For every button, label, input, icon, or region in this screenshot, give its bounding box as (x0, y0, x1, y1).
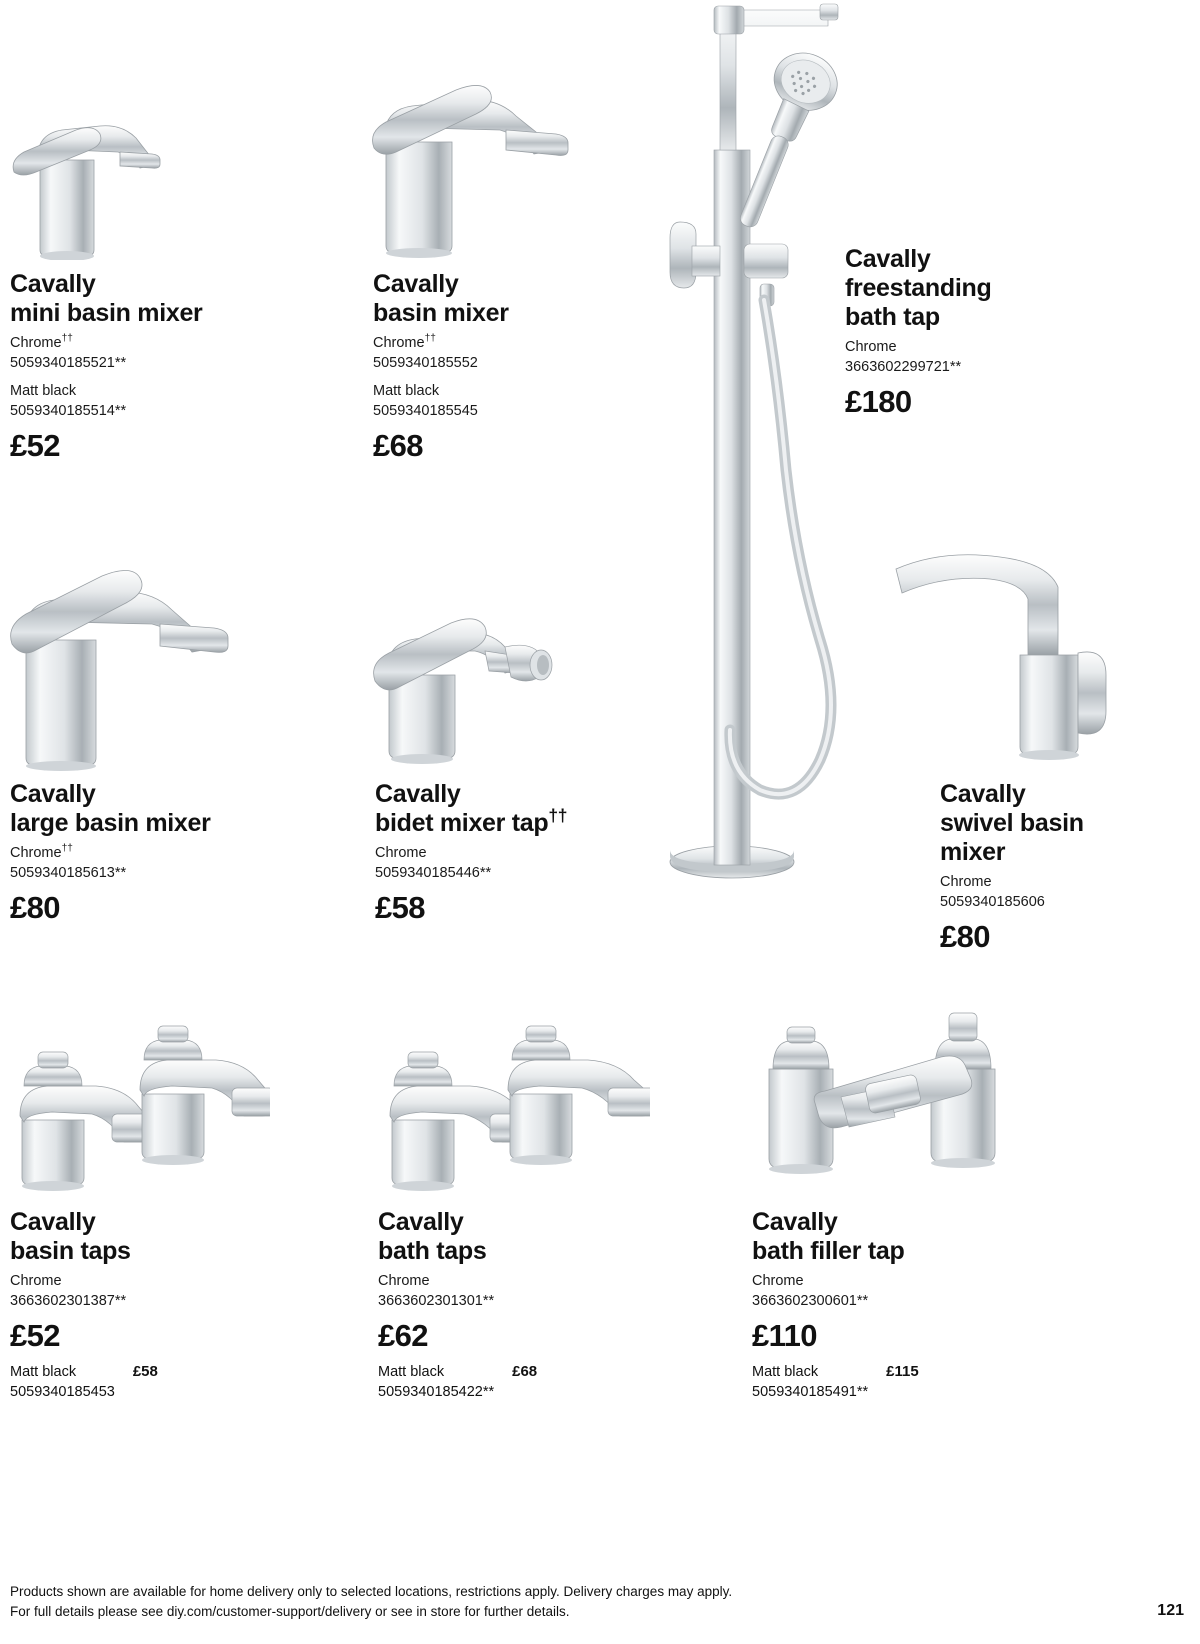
basin-mixer-tap-image (0, 60, 250, 260)
page-footer (10, 1582, 1110, 1623)
product-price: £80 (10, 890, 60, 926)
product-finish-chrome: Chrome (10, 1273, 62, 1289)
product-card-cavally-basin-mixer[interactable] (373, 270, 703, 464)
product-title (375, 780, 705, 838)
footnote-marker: †† (424, 333, 436, 345)
product-title-line1: Cavally (375, 780, 461, 808)
product-card-cavally-mini-basin-mixer[interactable] (10, 270, 340, 464)
product-title-line2: large basin mixer (10, 809, 211, 837)
product-card-cavally-swivel-basin-mixer[interactable] (940, 780, 1190, 955)
product-variant-price: £68 (512, 1363, 538, 1381)
product-code-chrome: 3663602301301** (378, 1292, 495, 1309)
product-title-line3: mixer (940, 838, 1006, 866)
product-title-line2: bath taps (378, 1237, 487, 1265)
product-code-chrome: 3663602300601** (752, 1292, 869, 1309)
product-price: £180 (845, 384, 912, 420)
product-title-line1: Cavally (752, 1208, 838, 1236)
product-card-cavally-bath-taps[interactable] (378, 1208, 718, 1402)
page-number: 121 (1157, 1602, 1184, 1619)
product-card-cavally-large-basin-mixer[interactable] (10, 780, 340, 926)
product-finish-chrome: Chrome†† (10, 333, 73, 351)
product-code-chrome: 5059340185613** (10, 864, 127, 881)
basin-taps-pair-image (0, 1010, 270, 1200)
product-finish-chrome: Chrome (752, 1273, 804, 1289)
freestanding-bath-tap-image (660, 0, 890, 890)
product-code-matt-black: 5059340185491** (752, 1383, 869, 1400)
product-title (378, 1208, 718, 1266)
product-title-line2: freestanding (845, 274, 992, 302)
footnote-marker: †† (61, 333, 73, 345)
product-price: £110 (752, 1318, 817, 1354)
product-price: £58 (375, 890, 425, 926)
product-title (940, 780, 1190, 867)
product-finish-matt-black: Matt black (752, 1364, 819, 1381)
product-title (752, 1208, 1092, 1266)
product-variant-matt-black (10, 1363, 350, 1402)
product-code-chrome: 5059340185521** (10, 354, 127, 371)
product-card-cavally-freestanding-bath-tap[interactable] (845, 245, 1175, 420)
product-title (10, 1208, 350, 1266)
product-code-matt-black: 5059340185422** (378, 1383, 495, 1400)
product-title-line1: Cavally (845, 245, 931, 273)
product-finish-matt-black: Matt black (10, 383, 77, 400)
product-title (10, 270, 340, 328)
product-variant-price: £115 (886, 1363, 919, 1381)
bidet-mixer-tap-image (365, 555, 595, 775)
product-title-line2: bath filler tap (752, 1237, 905, 1265)
product-code-chrome: 3663602301387** (10, 1292, 127, 1309)
product-variant-matt-black (752, 1363, 1092, 1402)
product-code-matt-black: 5059340185453 (10, 1383, 115, 1400)
product-title-line2: basin mixer (373, 299, 509, 327)
product-title-line2: mini basin mixer (10, 299, 203, 327)
product-card-cavally-basin-taps[interactable] (10, 1208, 350, 1402)
product-card-cavally-bidet-mixer-tap[interactable] (375, 780, 705, 926)
product-code-matt-black: 5059340185545 (373, 402, 478, 419)
product-variant-price: £58 (132, 1363, 158, 1381)
product-finish-chrome: Chrome (845, 339, 897, 355)
footnote-marker: †† (61, 843, 73, 855)
product-price: £80 (940, 919, 990, 955)
product-finish-matt-black: Matt black (373, 383, 440, 400)
product-title-line1: Cavally (10, 270, 96, 298)
product-title (845, 245, 1175, 332)
product-finish-chrome: Chrome†† (10, 843, 73, 861)
product-title-line3: bath tap (845, 303, 940, 331)
product-title-line2: swivel basin (940, 809, 1084, 837)
footer-line-2: For full details please see diy.com/customer-support/delivery or see in store for further details. (10, 1603, 570, 1619)
product-price: £52 (10, 1318, 60, 1354)
product-title-line1: Cavally (373, 270, 459, 298)
product-title (10, 780, 340, 838)
product-finish-matt-black: Matt black (378, 1364, 445, 1381)
product-code-chrome: 5059340185446** (375, 864, 492, 881)
product-code-chrome: 5059340185606 (940, 893, 1045, 910)
product-price: £68 (373, 428, 423, 464)
bath-taps-pair-image (370, 1010, 650, 1200)
product-finish-chrome: Chrome (940, 874, 992, 890)
basin-mixer-tap-image (360, 30, 630, 260)
large-basin-mixer-tap-image (0, 510, 270, 775)
product-title-line2: basin taps (10, 1237, 131, 1265)
product-title-line1: Cavally (10, 780, 96, 808)
product-finish-matt-black: Matt black (10, 1364, 77, 1381)
product-variant-matt-black (378, 1363, 718, 1402)
product-code-chrome: 3663602299721** (845, 358, 962, 375)
product-price: £62 (378, 1318, 428, 1354)
product-finish-chrome: Chrome (378, 1273, 430, 1289)
product-title-line2: bidet mixer tap (375, 809, 549, 837)
swivel-basin-mixer-tap-image (880, 535, 1110, 775)
product-finish-chrome: Chrome†† (373, 333, 436, 351)
product-title-line1: Cavally (378, 1208, 464, 1236)
bath-filler-tap-image (745, 995, 1025, 1200)
product-code-matt-black: 5059340185514** (10, 402, 127, 419)
product-title (373, 270, 703, 328)
footer-line-1: Products shown are available for home delivery only to selected locations, restrictions apply. Delivery charges may apply. (10, 1583, 733, 1599)
product-finish-chrome: Chrome (375, 845, 427, 861)
product-code-chrome: 5059340185552 (373, 354, 478, 371)
product-price: £52 (10, 428, 60, 464)
product-title-line1: Cavally (10, 1208, 96, 1236)
product-title-line1: Cavally (940, 780, 1026, 808)
product-card-cavally-bath-filler-tap[interactable] (752, 1208, 1092, 1402)
footnote-marker: †† (548, 805, 568, 826)
